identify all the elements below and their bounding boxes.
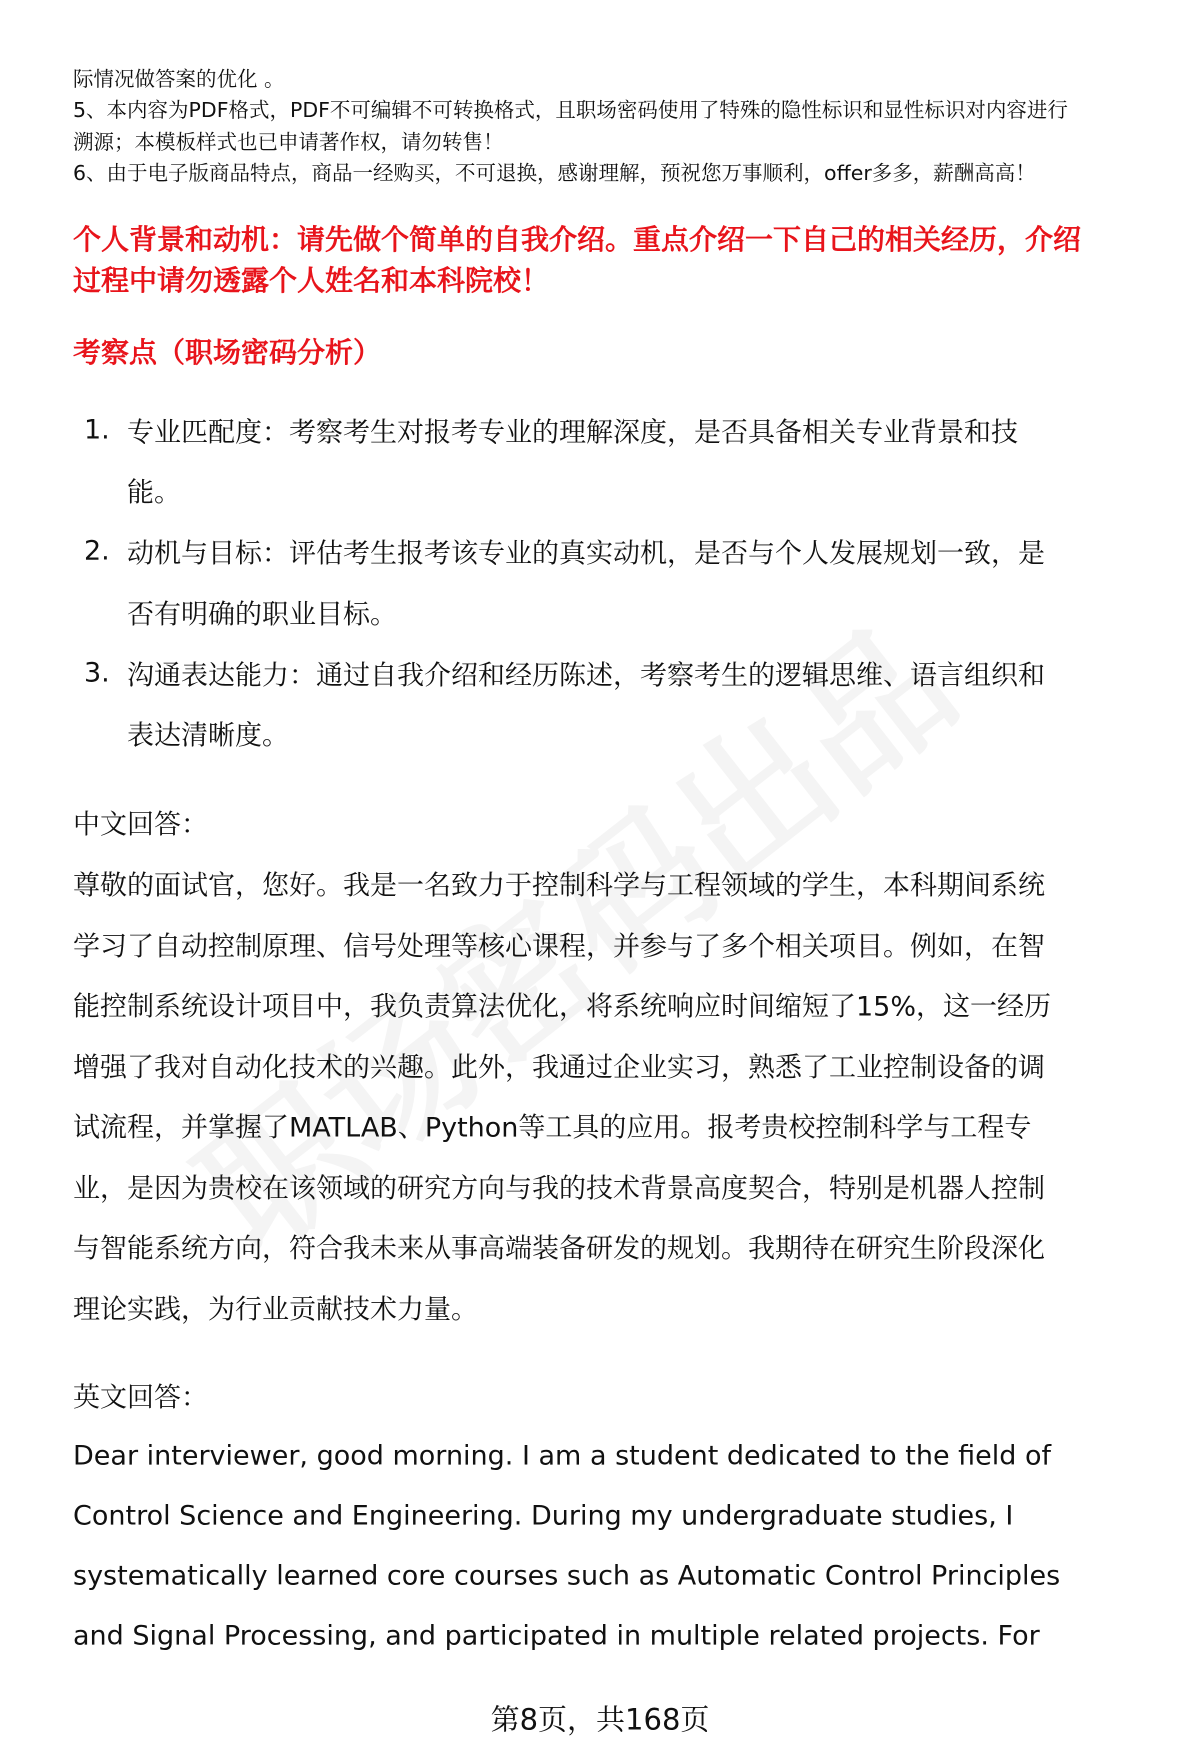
list-item: 否有明确的职业目标。 [127,599,397,631]
page-number: 第8页，共168页 [490,1702,710,1737]
list-item: 表达清晰度。 [127,720,289,752]
chinese-answer-line: 试流程，并掌握了MATLAB、Python等工具的应用。报考贵校控制科学与工程专 [73,1112,1032,1144]
chinese-answer-line: 业，是因为贵校在该领域的研究方向与我的技术背景高度契合，特别是机器人控制 [73,1173,1045,1205]
notice-line: 际情况做答案的优化 。 [73,67,285,91]
english-answer-line: Control Science and Engineering. During my undergraduate studies, I [73,1500,1014,1532]
question-heading: 过程中请勿透露个人姓名和本科院校！ [73,264,550,297]
list-item: 沟通表达能力：通过自我介绍和经历陈述，考察考生的逻辑思维、语言组织和 [127,660,1045,692]
question-heading: 个人背景和动机：请先做个简单的自我介绍。重点介绍一下自己的相关经历，介绍 [73,223,1082,256]
list-item: 能。 [127,477,181,509]
chinese-answer-line: 与智能系统方向，符合我未来从事高端装备研发的规划。我期待在研究生阶段深化 [73,1233,1045,1265]
list-number: 3. [84,657,110,689]
chinese-answer-line: 增强了我对自动化技术的兴趣。此外，我通过企业实习，熟悉了工业控制设备的调 [73,1052,1045,1084]
list-number: 2. [84,535,110,567]
notice-line: 6、由于电子版商品特点，商品一经购买，不可退换，感谢理解，预祝您万事顺利，offer多多，薪酬高高！ [73,161,1036,185]
list-item: 动机与目标：评估考生报考该专业的真实动机，是否与个人发展规划一致，是 [127,538,1045,570]
chinese-answer-label: 中文回答： [73,809,208,841]
chinese-answer-line: 学习了自动控制原理、信号处理等核心课程，并参与了多个相关项目。例如，在智 [73,931,1045,963]
english-answer-line: Dear interviewer, good morning. I am a student dedicated to the field of [73,1440,1052,1472]
english-answer-line: and Signal Processing, and participated in multiple related projects. For [73,1620,1040,1652]
english-answer-label: 英文回答： [73,1382,208,1414]
chinese-answer-line: 能控制系统设计项目中，我负责算法优化，将系统响应时间缩短了15%，这一经历 [73,991,1052,1023]
list-item: 专业匹配度：考察考生对报考专业的理解深度，是否具备相关专业背景和技 [127,417,1018,449]
analysis-title: 考察点（职场密码分析） [73,336,382,369]
notice-line: 溯源；本模板样式也已申请著作权，请勿转售！ [73,130,504,154]
notice-line: 5、本内容为PDF格式，PDF不可编辑不可转换格式，且职场密码使用了特殊的隐性标识和显性标识对内容进行 [73,98,1068,122]
list-number: 1. [84,414,110,446]
chinese-answer-line: 尊敬的面试官，您好。我是一名致力于控制科学与工程领域的学生，本科期间系统 [73,870,1045,902]
english-answer-line: systematically learned core courses such as Automatic Control Principles [73,1560,1061,1592]
chinese-answer-line: 理论实践，为行业贡献技术力量。 [73,1294,478,1326]
